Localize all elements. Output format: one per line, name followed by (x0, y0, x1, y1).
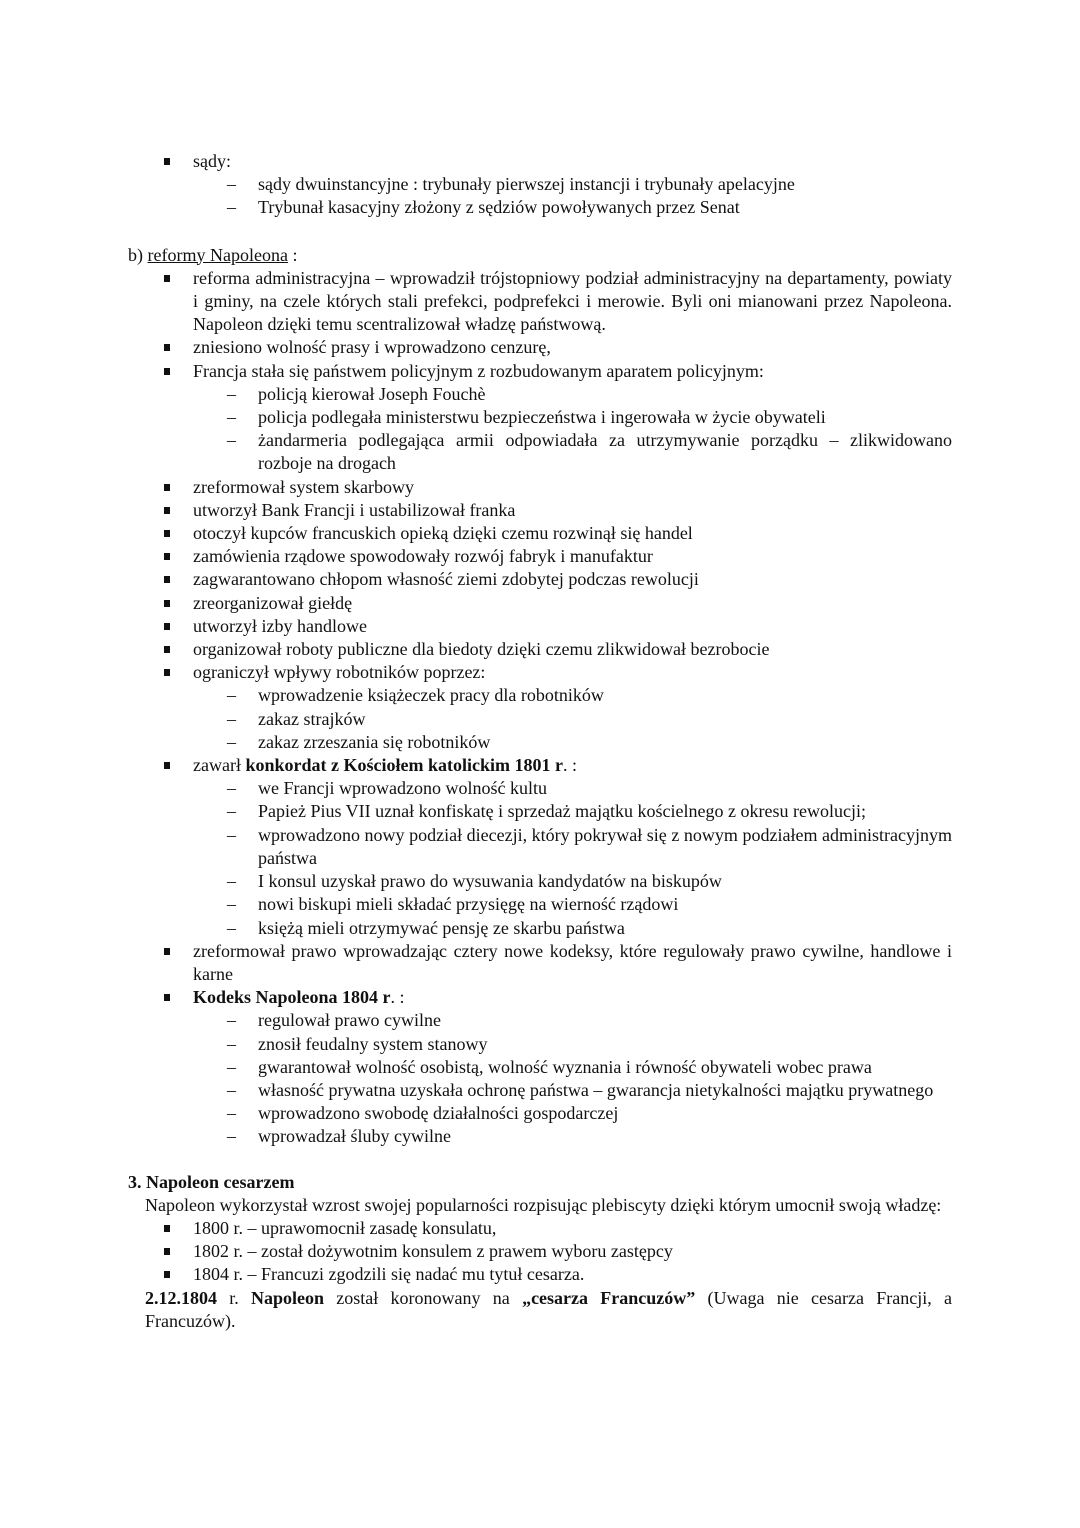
square-bullet-icon (164, 484, 170, 491)
list-item: – wprowadzenie książeczek pracy dla robotników (227, 685, 604, 706)
list-item: zreorganizował giełdę (0, 592, 1080, 615)
code-bullet: Kodeks Napoleona 1804 r. : (0, 986, 1080, 1009)
square-bullet-icon (164, 623, 170, 630)
courts-label: sądy: (193, 151, 231, 171)
square-bullet-icon (164, 553, 170, 560)
square-bullet-icon (164, 669, 170, 676)
list-item: – zakaz strajków (227, 708, 366, 729)
square-bullet-icon (164, 275, 170, 282)
list-item: – policja podlegała ministerstwu bezpieczeństwa i ingerowała w życie obywateli (227, 407, 826, 428)
list-item: – gwarantował wolność osobistą, wolność wyznania i równość obywateli wobec prawa (227, 1056, 872, 1077)
list-item: – nowi biskupi mieli składać przysięgę na wierność rządowi (227, 894, 679, 915)
list-item: – sądy dwuinstancyjne : trybunały pierwszej instancji i trybunały apelacyjne (227, 174, 795, 195)
list-item: – żandarmeria podlegająca armii odpowiadała za utrzymywanie porządku – zlikwidowano rozboje na drogach (227, 430, 952, 474)
list-item: – Trybunał kasacyjny złożony z sędziów powoływanych przez Senat (227, 197, 740, 218)
list-item: ograniczył wpływy robotników poprzez: (0, 661, 1080, 684)
square-bullet-icon (164, 994, 170, 1001)
press-bullet: zniesiono wolność prasy i wprowadzono cenzurę, (0, 336, 1080, 359)
concordat-bullet: zawarł konkordat z Kościołem katolickim 1801 r. : (0, 754, 1080, 777)
list-item: utworzył Bank Francji i ustabilizował franka (0, 499, 1080, 522)
list-item: – Papież Pius VII uznał konfiskatę i sprzedaż majątku kościelnego z okresu rewolucji; (227, 801, 866, 822)
document-page (0, 150, 1080, 1333)
list-item: zagwarantowano chłopom własność ziemi zdobytej podczas rewolucji (0, 568, 1080, 591)
courts-bullet (0, 150, 1080, 173)
square-bullet-icon (164, 1271, 170, 1278)
admin-reform-bullet: reforma administracyjna – wprowadził trójstopniowy podział administracyjny na departamenty, powiaty i gminy, na czele których stali prefekci, podprefekci i merowie. Byli oni mianowani przez Napoleona. Napoleon dzięki temu scentralizował władzę państwową. (0, 267, 1080, 337)
square-bullet-icon (164, 1225, 170, 1232)
list-item: – zakaz zrzeszania się robotników (227, 731, 491, 752)
square-bullet-icon (164, 158, 170, 165)
list-item: otoczył kupców francuskich opieką dzięki czemu rozwinął się handel (0, 522, 1080, 545)
square-bullet-icon (164, 368, 170, 375)
square-bullet-icon (164, 576, 170, 583)
list-item: – własność prywatna uzyskała ochronę państwa – gwarancja nietykalności majątku prywatnego (227, 1079, 934, 1100)
list-item: – we Francji wprowadzono wolność kultu (227, 778, 547, 799)
square-bullet-icon (164, 530, 170, 537)
list-item: – wprowadzał śluby cywilne (227, 1126, 451, 1147)
square-bullet-icon (164, 948, 170, 955)
square-bullet-icon (164, 762, 170, 769)
list-item: 1804 r. – Francuzi zgodzili się nadać mu tytuł cesarza. (0, 1263, 1080, 1286)
list-item: – regulował prawo cywilne (227, 1010, 441, 1031)
list-item: – wprowadzono nowy podział diecezji, który pokrywał się z nowym podziałem administracyjnym państwa (227, 824, 952, 868)
list-item: zreformował system skarbowy (0, 476, 1080, 499)
list-item: – księżą mieli otrzymywać pensję ze skarbu państwa (227, 917, 625, 938)
reforms-heading: b) reformy Napoleona : (128, 244, 298, 265)
section-intro: Napoleon wykorzystał wzrost swojej popularności rozpisując plebiscyty dzięki którym umocnił swoją władzę: (145, 1194, 942, 1215)
list-item: – policją kierował Joseph Fouchè (227, 383, 486, 404)
reforms-title: reformy Napoleona (147, 244, 288, 265)
list-item: – wprowadzono swobodę działalności gospodarczej (227, 1103, 619, 1124)
police-bullet: Francja stała się państwem policyjnym z rozbudowanym aparatem policyjnym: (0, 360, 1080, 383)
square-bullet-icon (164, 507, 170, 514)
list-item: zamówienia rządowe spowodowały rozwój fabryk i manufaktur (0, 545, 1080, 568)
list-item: utworzył izby handlowe (0, 615, 1080, 638)
list-item: organizował roboty publiczne dla biedoty dzięki czemu zlikwidował bezrobocie (0, 638, 1080, 661)
list-item: 1802 r. – został dożywotnim konsulem z prawem wyboru zastępcy (0, 1240, 1080, 1263)
square-bullet-icon (164, 646, 170, 653)
square-bullet-icon (164, 344, 170, 351)
list-item: – znosił feudalny system stanowy (227, 1033, 488, 1054)
coronation-paragraph: 2.12.1804 r. Napoleon został koronowany na „cesarza Francuzów” (Uwaga nie cesarza Francji, a Francuzów). (145, 1287, 952, 1331)
list-item: – I konsul uzyskał prawo do wysuwania kandydatów na biskupów (227, 871, 722, 892)
square-bullet-icon (164, 600, 170, 607)
section-heading: 3. Napoleon cesarzem (128, 1171, 295, 1192)
law-reform-bullet: zreformował prawo wprowadzając cztery nowe kodeksy, które regulowały prawo cywilne, handlowe i karne (0, 940, 1080, 986)
list-item: 1800 r. – uprawomocnił zasadę konsulatu, (0, 1217, 1080, 1240)
square-bullet-icon (164, 1248, 170, 1255)
